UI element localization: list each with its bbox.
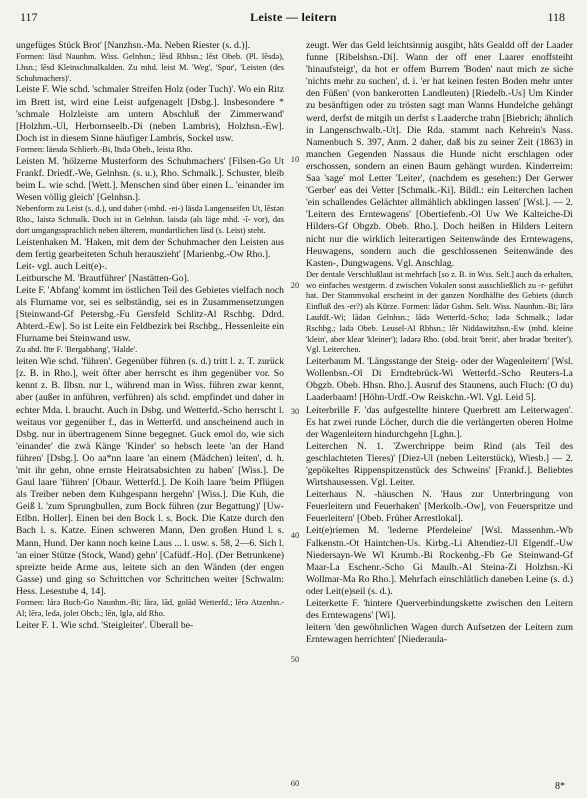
- etymology-note: Formen: läesdə Schlierb.-Bi, līsdə Obeb., leistə Rho.: [16, 144, 193, 154]
- dictionary-entry: Leistenhaken M. 'Haken, mit dem der Schuhmacher den Leisten aus dem fertig gearbeiteten Schuh herauszieht' [Marienbg.-Ow Rho.].: [16, 236, 284, 260]
- line-number: 50: [290, 654, 300, 664]
- line-number: 30: [290, 406, 300, 416]
- dictionary-entry: Leiste F. Wie schd. 'schmaler Streifen Holz (oder Tuch)'. Wo ein Ritz im Brett ist, wird eine Leist aufgenagelt [Dsbg.]. Insbesondere * 'schmale Holzleiste am untern Abschluß der Zimmerwand' [Holzhm.-Ul, Herbornseelb.-Di (neben Lambris), Holzhsn.-Ew]. Doch ist in diesem Sinne häufiger Lambris, Sockel usw.: [16, 84, 284, 144]
- dictionary-entry: Leiterbaum M. 'Längsstange der Steig- oder der Wagenleitern' [Wsl. Wollenbsn.-Ol Di Erndtebrück-Wi Wetterfd.-Scho Reuters-La Obgzb. Obeb. Hhsn. Rho.]. Ausruf des Staunens, auch Fluch: (O du) Laaderbaam! [Höhn-Urdf.-Ow Reiskchn.-Wl. Vgl. Leid 5].: [306, 356, 573, 404]
- line-number: 20: [290, 280, 300, 290]
- line-number-gutter: [284, 40, 306, 790]
- line-number: 10: [290, 154, 300, 164]
- dictionary-entry: Leitbursche M. 'Brautführer' [Nastätten-Go].: [16, 272, 190, 284]
- right-column: [306, 40, 573, 790]
- dictionary-entry: Leiterchen N. 1. 'Zwerchrippe beim Rind (als Teil des geschlachteten Tieres)' [Diez-Ul (neben Leiterstück), Wiesb.] — 2. 'gepökeltes Rippenspitzenstück des Schweins' [Frankf.]. Beliebtes Wirtshausessen. Vgl. Leiter.: [306, 440, 573, 489]
- dictionary-entry: Leiterhaus N. -häuschen N. 'Haus zur Unterbringung von Feuerleitern und Feuerhaken' [Merkolb.-Ow], von Feuerspritze und Feuerleitern' [Obeb. Früher Arrestlokal].: [306, 489, 573, 525]
- dictionary-entry: leitern 'den gewöhnlichen Wagen durch Aufsetzen der Leitern zum Erntewagen herrichten' [Niederaula-: [306, 622, 573, 646]
- etymology-note: Der dentale Verschlußlaut ist mehrfach [so z. B. in Wss. Selt.] auch da erhalten, wo einfaches westgerm. d zwischen Vokalen sonst ausschließlich zu -r- geführt hat. Der Stammvokal erscheint in der ganzen Nordhälfte des Gebiets (durch Einfluß des -er?) als Kürze. Formen: lādər Gshm. Selt. Wiss. Naunhm.-Bi; lārə Laufdf.-Wi; lādən Gelnhsn.; lādə Wetterfd.-Scho; lədə Schmalk.; lədər Rschbg.; lədə Obeb. Leusel-Al Rbhsn.; lēr Niddawitzhsn.-Ew (mhd. kleine 'klein', aber klear 'kleiner'); lədərə Rho. (obd. brait 'breit', aber brədər 'breiter'). Vgl. Leiterchen.: [306, 269, 573, 355]
- signature-mark: 8*: [555, 781, 565, 792]
- line-number: 40: [290, 530, 300, 540]
- page-number-right: 118: [547, 10, 565, 24]
- dictionary-entry: Leit- vgl. auch Leit(e)-.: [16, 260, 108, 272]
- dictionary-entry: Leiterbrille F. 'das aufgestellte hintere Querbrett am Leiterwagen'. Es hat zwei runde Löcher, durch die die verlängerten oberen Holme der Wagenleitern hindurchgehn [Lghn.].: [306, 404, 573, 440]
- dictionary-entry: ungefüges Stück Brot' [Nanzhsn.-Ma. Neben Riester (s. d.)].: [16, 40, 251, 51]
- dictionary-entry: Leit(e)riemen M. 'lederne Pferdeleine' [Wsl. Massenhm.-Wb Falkenstn.-Ot Haintchen-Us. Kirbg.-Li Altendiez-Ul Elgendf.-Uw Niedersayn-We Wl Krumb.-Bi Rockenbg.-Fb Ge Steinwand-Gf Maar-La Eschenr.-Scho Gi Maulb.-Al Steina-Zi Holzhsn.-Ki Wollmar-Ma Ro Rho.]. Mehrfach einschlätlich daneben Leine (s. d.) oder Leit(e)seil (s. d.).: [306, 525, 573, 597]
- etymology-note: Nebenform zu Leist (s. d.), und daher (‹mhd. -ei-) läsdə Langenseifen Ut, lēstən Rho., laistə Schmalk. Doch ist in Gelnhsn. laisdə (als läge mhd. -î- vor), das dort umgangssprachlich neben älterem, mundartlichen läsd (s. Leist) steht.: [16, 204, 284, 235]
- page-number-left: 117: [20, 10, 38, 24]
- line-number: 60: [290, 778, 300, 788]
- dictionary-entry: Leisten M. 'hölzerne Musterform des Schuhmachers' [Filsen-Go Ut Frankf. Driedf.-We, Gelnhsn. (s. u.), Rho. Schmalk.]. Schuster, bleib beim L. wie schd. [Wett.]. Menschen sind über einen L. 'einander im Wesen völlig gleich' [Gelnhsn.].: [16, 155, 284, 204]
- etymology-note: Zu ahd. līte F. 'Bergabhang', 'Halde'.: [16, 345, 138, 355]
- dictionary-entry: zeugt. Wer das Geld leichtsinnig ausgibt, hâts Gealdd off der Laader funne [Ribelshsn.-Di]. Wann der off ener Laarer enoffsteiht 'hinaufsteigt', da hot er offem Burrem 'Boden' naut mich ze siche 'nichts mehr zu suchen', d. i. 'er hat keinen festen Boden mehr unter den Füßen' (von bankerotten Landleuten) [Riedelb.-Us] Um Kinder zu besänftigen oder zu trösten sagt man Wanns Hundelche gehängt werd, derfst de mitgih un derfst s Laaderche trahn [Biebrich; ähnlich in Langenschwalb.-Ut]. Die Rda. stammt nach Kehrein's Nass. Namenbuch S. 397, Anm. 2 daher, daß bis zu seiner Zeit (1863) in manchen Gegenden Nassaus die Hunde nicht erschlagen oder erschossen, sondern an einen Baum gehängt wurden. Kinderreim: Saa 'sage' mol Letter 'Leiter', (nachdem es gesehen:) Der Gerwer 'Gerber' eas dei Vetter [Schmalk.-Ki]. Bildl.: ein Leiterchen lachen 'ein schallendes Gelächter allmählich abklingen lassen' [Wsl.]. — 2. 'Leitern des Erntewagens' [Obertiefenb.-Ol Uw We Kalteiche-Di Hilders-Gf Obgzb. Obeb. Rho.]. Doch heißen in Hilders Leitern nicht nur die wirklich leiterartigen Seitenwände des Erntewagens, Heuwagens, sondern auch die geschlossenen Seitenwände des Kasten-, Dungwagens. Vgl. Anschlag.: [306, 40, 573, 269]
- running-head: Leiste — leitern: [250, 10, 337, 24]
- page-header: [0, 0, 587, 40]
- dictionary-entry: Leite F. 'Abfang' kommt im östlichen Teil des Gebietes vielfach noch als Flurname vor, sei es selbständig, sei es in Zusammensetzungen [Steinwand-Gf Petersbg.-Fu Gersfeld Schlitz-Al Rschbg. Ddrd. Abterd.-Ew]. So ist Leite ein Feldbezirk bei Rschbg., Hessenleite ein Flurname bei Steinwand usw.: [16, 284, 284, 345]
- dictionary-entry: leiten Wie schd. 'führen'. Gegenüber führen (s. d.) tritt l. z. T. zurück [z. B. in Rho.], weit öfter aber herrscht es ihm gegenüber vor. So kennt z. B. Ilbsn. nur l., während man in Wiss. führen zwar kennt, aber (außer in anführen, verführen) als schd. empfindet und daher in echter Mda. l. braucht. Auch in Dsbg. und Wetterfd.-Scho herrscht l. weitaus vor gegenüber f., das in Wetterfd. und anscheinend auch in Dsbg. nur in übertragenem Sinne begegnet. Guck emol do, wie sich 'einander' die zwä Känge 'Kinder' so hebsch leete 'an der Hand führen' [Dsbg.]. Oo aa*nn laare 'an einem (Mädchen) leiten', d. h. 'mit ihr gehn, ohne ernste Heiratsabsichten zu haben' [Wiss.]. De Gaul laare 'führen' [Obaur. Wetterfd.]. De Koih laare 'beim Pflügen als Treiber neben dem Kuhgespann hergehn' [Wiss.]. Die Kuh, die Geiß l. 'zum Sprungbullen, zum Bock führen (zur Begattung)' [Uw-Etlbn. Holler]. Einen bei den Bock l. s. Bock. Die Katze durch den Bach l. s. Katze. Einen schweren Mann, Den großen Hund l. s. Mann, Hund. Der kann noch keine Laus ... l. usw. s. 58, 2—6. Sich l. 'an einer Stütze (Stock, Wand) gehn' [Cafüdf.-Ho]. (Der Betrunkene) spreizte beide Arme aus, leitete sich an den Wänden (der engen Gasse) und ging so Schrittchen vor Schrittchen weiter [Schwalm: Hess. Lesestube 4, 14].: [16, 356, 284, 597]
- dictionary-entry: Leiterkette F. 'hintere Querverbindungskette zwischen den Leitern des Erntewagens' [Wi].: [306, 598, 573, 622]
- left-column: [16, 40, 284, 790]
- etymology-note: Formen: lårə Buch-Go Naunhm.-Bi; lårə, lād, golād Wetterfd.; lērə Atzenhn.-Al; lērə, ledə, jolet Obcb.; lēn, lglə, ald Rho.: [16, 598, 284, 618]
- etymology-note: Formen: läsd Naunhm. Wiss. Gelnhsn.; lēsd Rbhsn.; lēst Obeb. (Pl. lēsdə), Lhsn.; lēsd Kleinschmalkalden. Zu mhd. leist M. 'Weg', 'Spur', 'Leisten (des Schuhmachers)'.: [16, 52, 284, 83]
- dictionary-entry: Leiter F. 1. Wie schd. 'Steigleiter'. Überall be-: [16, 619, 194, 631]
